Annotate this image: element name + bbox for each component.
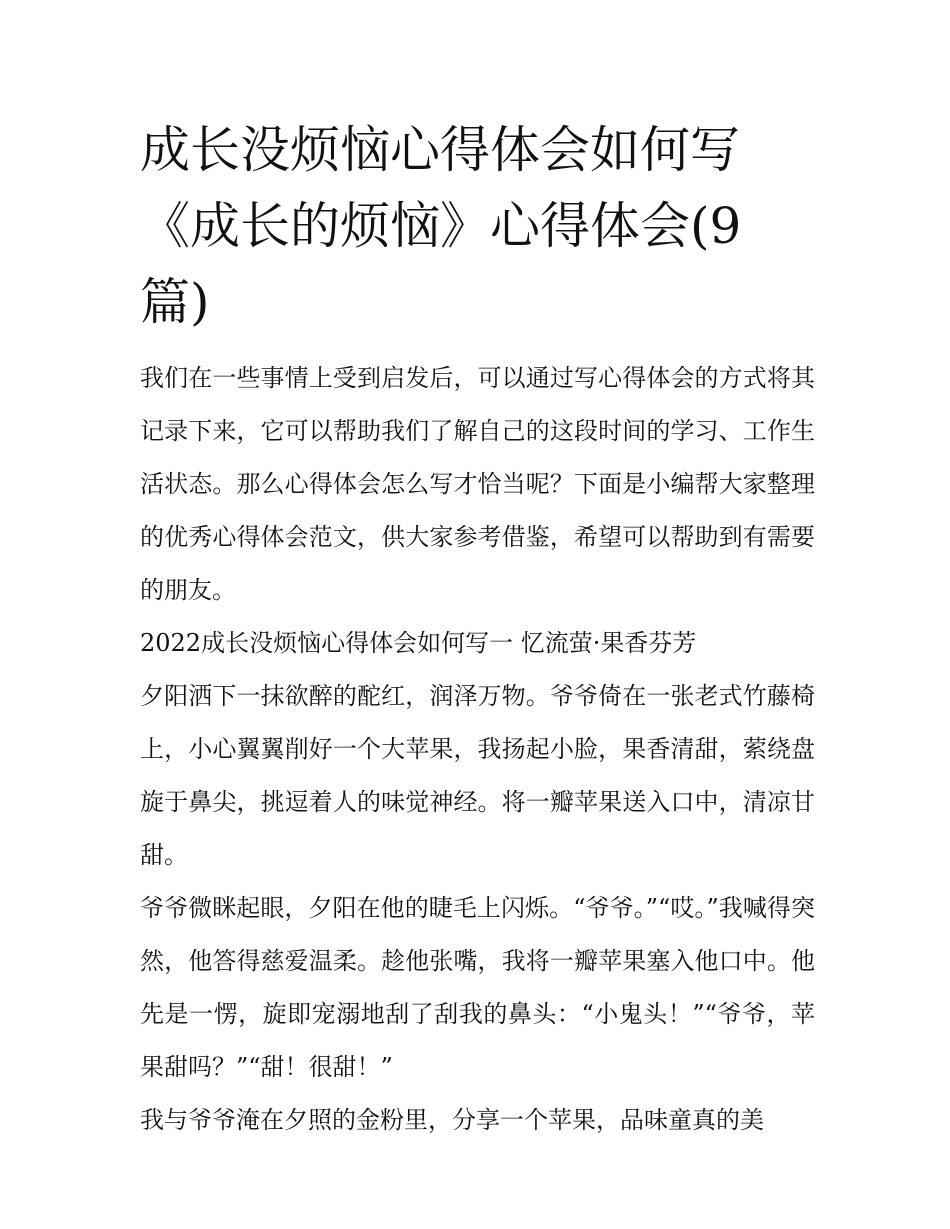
body-paragraph: 我与爷爷淹在夕照的金粉里，分享一个苹果，品味童真的美 xyxy=(140,1106,764,1134)
intro-paragraph: 我们在一些事情上受到启发后，可以通过写心得体会的方式将其记录下来，它可以帮助我们了解自己的这段时间的学习、工作生活状态。那么心得体会怎么写才恰当呢？下面是小编帮大家整理的优秀心得体会范文，供大家参考借鉴，希望可以帮助到有需要的朋友。 xyxy=(140,364,815,604)
section-heading: 2022成长没烦恼心得体会如何写一 忆流萤·果香芬芳 xyxy=(140,629,697,657)
document-body xyxy=(140,352,815,1147)
body-paragraph: 爷爷微眯起眼，夕阳在他的睫毛上闪烁。“爷爷。”“哎。”我喊得突然，他答得慈爱温柔。趁他张嘴，我将一瓣苹果塞入他口中。他先是一愣，旋即宠溺地刮了刮我的鼻头：“小鬼头！”“爷爷，苹果甜吗？”“甜！很甜！” xyxy=(140,894,815,1081)
body-paragraph: 夕阳洒下一抹欲醉的酡红，润泽万物。爷爷倚在一张老式竹藤椅上，小心翼翼削好一个大苹果，我扬起小脸，果香清甜，萦绕盘旋于鼻尖，挑逗着人的味觉神经。将一瓣苹果送入口中，清凉甘甜。 xyxy=(140,682,815,869)
document-title: 成长没烦恼心得体会如何写《成长的烦恼》心得体会(9篇) xyxy=(140,121,742,331)
